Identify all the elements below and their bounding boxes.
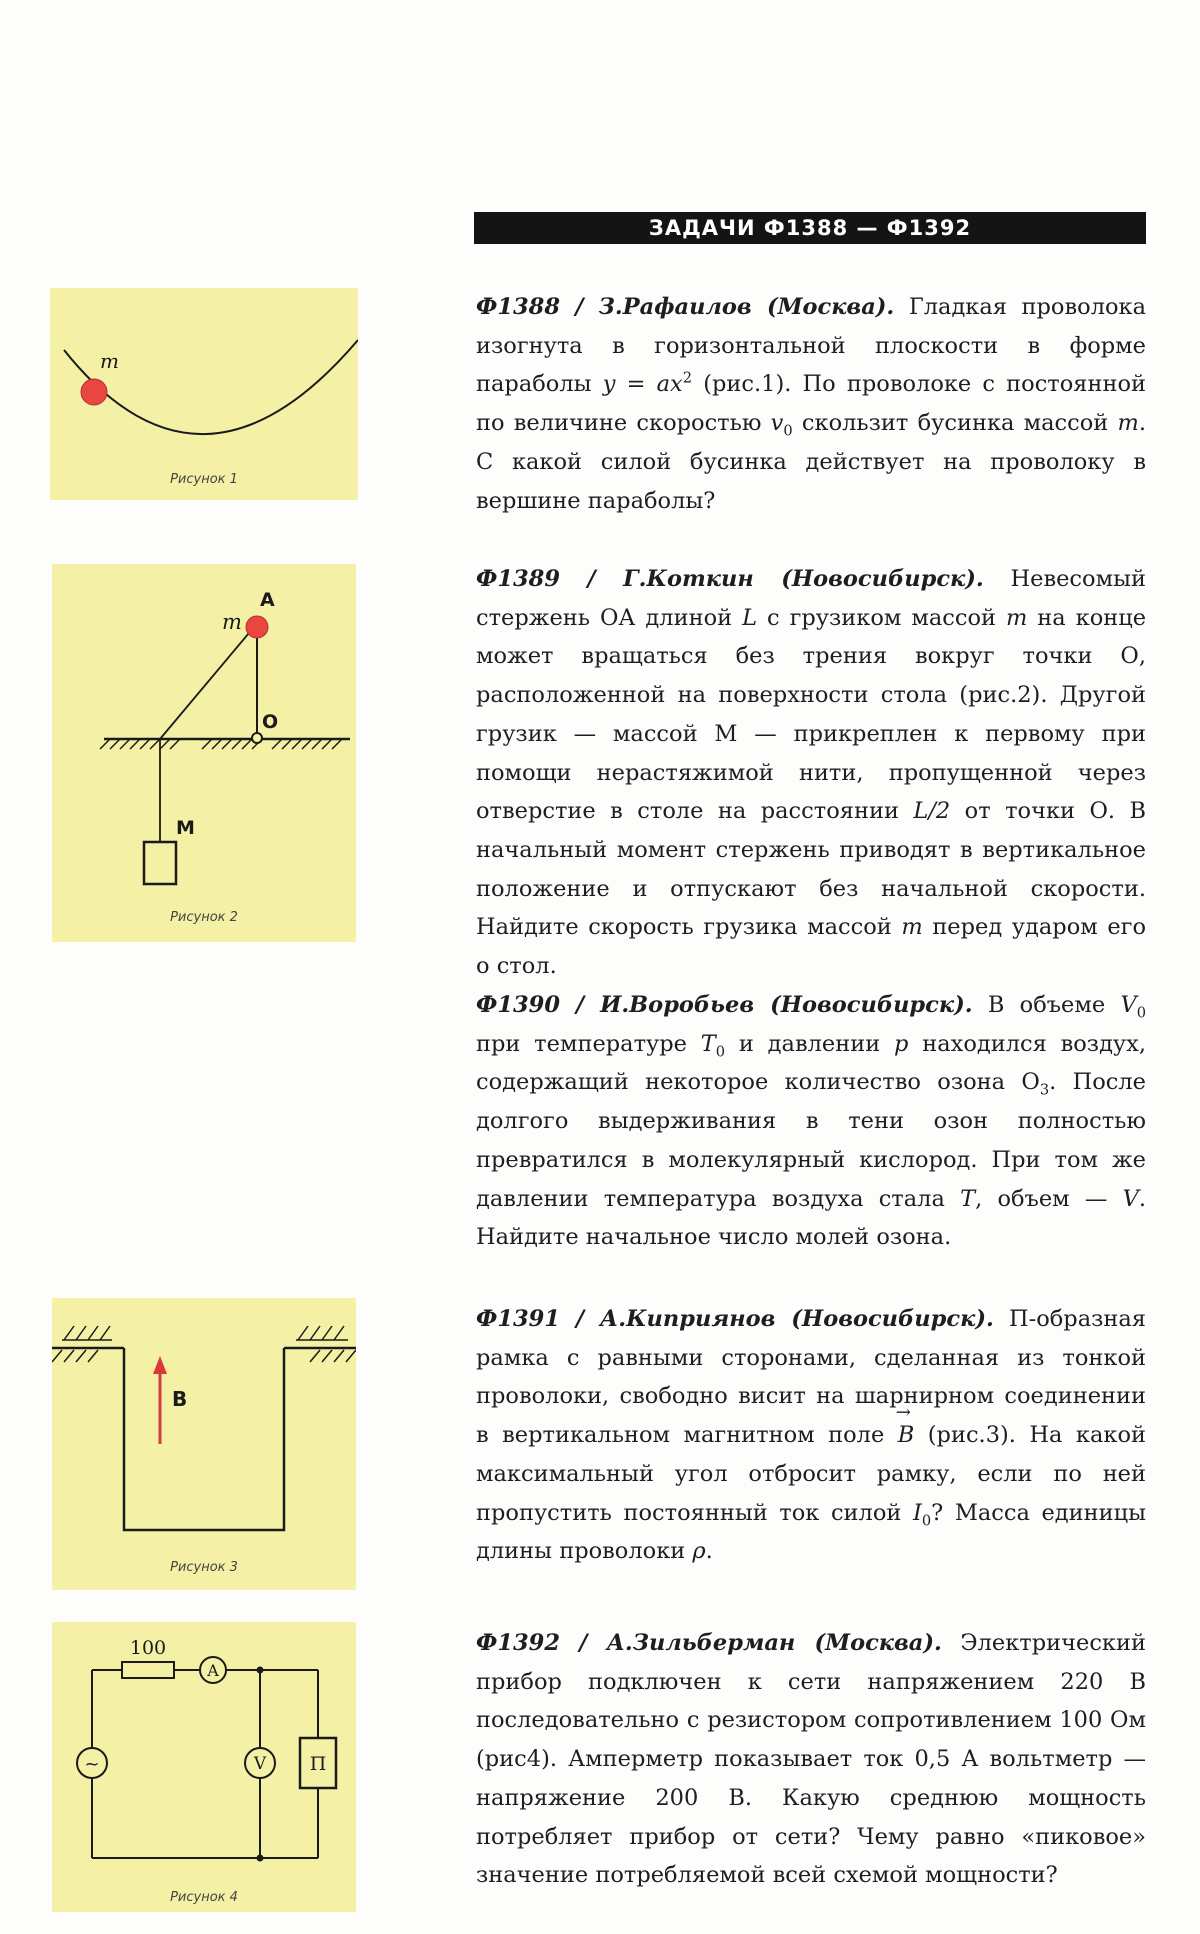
junction-dot xyxy=(257,1855,264,1862)
problem-number: Ф1390 xyxy=(476,992,560,1018)
var-m: m xyxy=(1117,410,1139,437)
formula-exponent: 2 xyxy=(682,369,693,387)
formula-y: y xyxy=(602,371,616,398)
figure-1 xyxy=(50,288,358,500)
problem-text: находился воздух, содержащий некоторое количество озона О xyxy=(476,1030,1147,1096)
section-title: ЗАДАЧИ Ф1388 — Ф1392 xyxy=(648,216,972,240)
section-header xyxy=(474,212,1146,244)
problem-number: Ф1391 xyxy=(476,1306,560,1332)
problem-number: Ф1389 xyxy=(476,566,560,592)
problem-text: В объеме xyxy=(987,992,1106,1018)
table-hatching xyxy=(100,739,342,749)
problem-text: скользит бусинка массой xyxy=(801,410,1109,437)
problem-number: Ф1388 xyxy=(476,294,560,320)
problem-author: А.Киприянов (Новосибирск). xyxy=(599,1306,994,1332)
figure-caption: Рисунок 2 xyxy=(170,910,238,925)
label-resistor: 100 xyxy=(129,1637,167,1659)
var-v: v xyxy=(770,410,784,437)
u-frame xyxy=(124,1348,284,1530)
figure-caption: Рисунок 4 xyxy=(170,1890,238,1905)
problem-f1392: Ф1392 / А.Зильберман (Москва). Электрический прибор подключен к сети напряжением 220 В последовательно с резистором сопротивлением 100 Ом (рис4). Амперметр показывает ток 0,5 А вольтметр — напряжение 200 В. Какую среднюю мощность потребляет прибор от сети? Чему равно «пиковое» значение потребляемой всей схемой мощности? xyxy=(476,1630,1146,1889)
problem-text: ? Масса единицы длины проволоки xyxy=(476,1499,1146,1565)
problem-f1389: Ф1389 / Г.Коткин (Новосибирск). Невесомый стержень ОА длиной L с грузиком массой m на конце может вращаться без трения вокруг точки О, расположенной на поверхности стола (рис.2). Другой грузик — массой М — прикреплен к первому при помощи нерастяжимой нити, пропущенной через отверстие в столе на расстоянии L/2 от точки О. В начальный момент стержень приводят в вертикальное положение и отпускают без начальной скорости. Найдите скорость грузика массой m перед ударом его о стол. xyxy=(476,566,1147,980)
label-M: M xyxy=(176,817,195,839)
problem-f1390: Ф1390 / И.Воробьев (Новосибирск). В объеме $V_0$ при температуре $T_0$ и давлении p находился воздух, содержащий некоторое количество озона $О_3$. После долгого выдерживания в тени озон полностью превратился в молекулярный кислород. При том же давлении температура воздуха стала T, объем — V. Найдите начальное число молей озона. xyxy=(476,992,1147,1251)
problem-text: перед ударом его о стол. xyxy=(476,914,1147,980)
var-rho: ρ xyxy=(692,1538,706,1565)
problem-text: (рис.1). По проволоке с постоянной по величине скоростью xyxy=(476,371,1147,437)
var-V: V xyxy=(1122,1185,1139,1212)
var-p: p xyxy=(894,1030,909,1057)
var-T: T xyxy=(700,1030,716,1057)
var-B-vector: → B xyxy=(898,1416,915,1455)
problem-text: , объем — xyxy=(975,1185,1108,1212)
figure-caption: Рисунок 3 xyxy=(170,1560,238,1575)
problem-text: и давлении xyxy=(738,1030,881,1057)
label-B: B xyxy=(172,1387,188,1411)
resistor xyxy=(122,1662,174,1678)
problem-author: А.Зильберман (Москва). xyxy=(606,1630,942,1656)
formula-eq: = xyxy=(626,371,646,398)
problem-f1391: Ф1391 / А.Киприянов (Новосибирск). П-образная рамка с равными сторонами, сделанная из тонкой проволоки, свободно висит на шарнирном соединении в вертикальном магнитном поле → B (рис.3). На какой максимальный угол отбросит рамку, если по ней пропустить постоянный ток силой $I_0$? Масса единицы длины проволоки ρ. xyxy=(476,1300,1146,1571)
string-upper xyxy=(160,627,254,739)
problem-text: . xyxy=(705,1538,713,1565)
mass-m-icon xyxy=(246,616,268,638)
formula-ax: ax xyxy=(656,371,683,398)
problem-author: Г.Коткин (Новосибирск). xyxy=(623,566,984,592)
figure-caption: Рисунок 1 xyxy=(170,472,238,487)
label-m: m xyxy=(100,349,119,373)
problem-text: . Найдите начальное число молей озона. xyxy=(476,1185,1146,1251)
var-V: V xyxy=(1120,992,1137,1018)
junction-dot xyxy=(257,1667,264,1674)
problem-author: И.Воробьев (Новосибирск). xyxy=(600,992,973,1018)
label-O: O xyxy=(262,711,279,733)
figure-2 xyxy=(52,564,356,942)
problem-f1388: Ф1388 / З.Рафаилов (Москва). Гладкая проволока изогнута в горизонтальной плоскости в форме параболы $y = ax^2$ (рис.1). По проволоке с постоянной по величине скоростью $v_0$ скользит бусинка массой m. С какой силой бусинка действует на проволоку в вершине параболы? xyxy=(476,294,1147,514)
var-sub: 3 xyxy=(1039,1081,1050,1099)
label-ammeter: A xyxy=(207,1661,219,1680)
problem-text: с грузиком массой xyxy=(767,604,997,631)
problem-text: П-образная рамка с равными сторонами, сделанная из тонкой проволоки, свободно висит на шарнирном соединении в вертикальном магнитном поле xyxy=(476,1306,1146,1449)
figure-4 xyxy=(52,1622,356,1912)
figure-3 xyxy=(52,1298,356,1590)
pivot-O xyxy=(252,733,262,743)
var-I: I xyxy=(912,1499,922,1526)
problem-text: от точки О. В начальный момент стержень приводят в вертикальное положение и отпускают без начальной скорости. Найдите скорость грузика массой xyxy=(476,798,1147,941)
var-sub: 0 xyxy=(783,422,793,440)
frame-diagram xyxy=(52,1298,356,1590)
var-m: m xyxy=(901,914,923,941)
problem-text: . После долгого выдерживания в тени озон полностью превратился в молекулярный кислород. При том же давлении температура воздуха стала xyxy=(476,1069,1146,1212)
var-L: L xyxy=(742,604,758,631)
var-sub: 0 xyxy=(715,1043,726,1061)
label-A: A xyxy=(260,589,275,611)
problem-text: (рис.3). На какой максимальный угол отбросит рамку, если по ней пропустить постоянный ток силой xyxy=(476,1422,1146,1526)
parabola-diagram xyxy=(50,288,358,500)
problem-number: Ф1392 xyxy=(476,1630,560,1656)
problem-author: З.Рафаилов (Москва). xyxy=(598,294,895,320)
label-device: П xyxy=(309,1753,327,1775)
label-source: ~ xyxy=(84,1754,100,1775)
circuit-diagram xyxy=(52,1622,356,1912)
var-T: T xyxy=(960,1185,976,1212)
problem-text: . С какой силой бусинка действует на проволоку в вершине параболы? xyxy=(476,410,1147,514)
problem-text: Гладкая проволока изогнута в горизонтальной плоскости в форме параболы xyxy=(476,294,1147,398)
var-m: m xyxy=(1005,604,1028,631)
right-support-hatching xyxy=(298,1326,356,1362)
problem-text: при температуре xyxy=(476,1030,687,1057)
var-L-half: L/2 xyxy=(913,798,951,825)
arrow-up-icon xyxy=(153,1356,167,1374)
problem-text: Невесомый стержень ОА длиной xyxy=(476,566,1146,631)
rod-diagram xyxy=(52,564,356,942)
var-sub: 0 xyxy=(921,1512,932,1530)
block-M xyxy=(144,842,176,884)
bead-icon xyxy=(81,379,107,405)
label-m: m xyxy=(222,610,242,634)
label-voltmeter: V xyxy=(253,1754,267,1774)
problem-text: на конце может вращаться без трения вокруг точки О, расположенной на поверхности стола (рис.2). Другой грузик — массой М — прикреплен к первому при помощи нерастяжимой нити, пропущенной через отверстие в столе на расстоянии xyxy=(476,604,1147,825)
left-support-hatching xyxy=(52,1326,110,1362)
var-sub: 0 xyxy=(1136,1004,1146,1022)
problem-text: Электрический прибор подключен к сети напряжением 220 В последовательно с резистором сопротивлением 100 Ом (рис4). Амперметр показывает ток 0,5 А вольтметр — напряжение 200 В. Какую среднюю мощность потребляет прибор от сети? Чему равно «пиковое» значение потребляемой всей схемой мощности? xyxy=(476,1630,1146,1889)
